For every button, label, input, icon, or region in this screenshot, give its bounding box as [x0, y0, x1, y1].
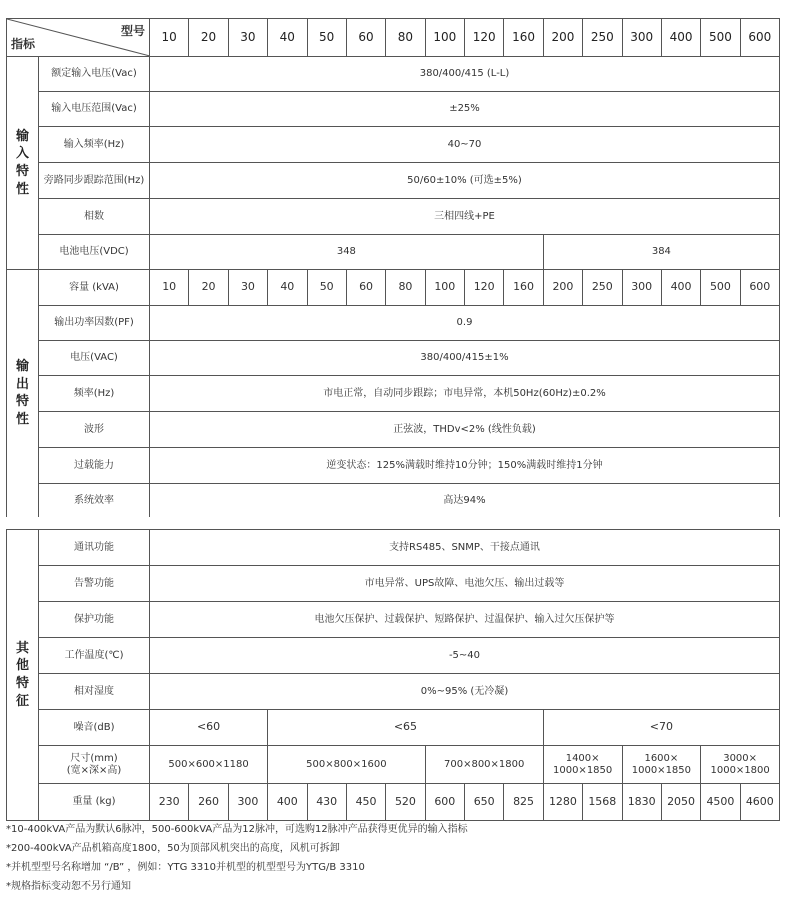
model-header: 30: [228, 19, 267, 57]
row-label: 波形: [39, 412, 150, 448]
model-header: 40: [268, 19, 307, 57]
model-header: 120: [465, 19, 504, 57]
weight-cell: 4600: [740, 784, 779, 821]
capacity-cell: 250: [583, 270, 622, 306]
weight-cell: 1830: [622, 784, 661, 821]
model-header: 250: [583, 19, 622, 57]
footnote: *并机型型号名称增加 “/B” ，例如：YTG 3310并机型的机型型号为YTG/B 3310: [6, 862, 365, 873]
weight-cell: 2050: [661, 784, 700, 821]
weight-cell: 825: [504, 784, 543, 821]
row-label: 噪音(dB): [39, 710, 150, 746]
weight-cell: 4500: [701, 784, 740, 821]
model-header: 60: [346, 19, 385, 57]
row-label: 相对湿度: [39, 674, 150, 710]
row-label: 容量 (kVA): [39, 270, 150, 306]
weight-cell: 1280: [543, 784, 582, 821]
capacity-cell: 500: [701, 270, 740, 306]
weight-cell: 520: [386, 784, 425, 821]
battery-value-high: 384: [543, 235, 779, 270]
model-header: 300: [622, 19, 661, 57]
capacity-cell: 10: [150, 270, 189, 306]
capacity-cell: 20: [189, 270, 228, 306]
row-label: 电压(VAC): [39, 341, 150, 376]
row-label: 输入频率(Hz): [39, 127, 150, 163]
capacity-cell: 40: [268, 270, 307, 306]
model-header: 20: [189, 19, 228, 57]
noise-value: <70: [543, 710, 779, 746]
row-value: 380/400/415 (L-L): [150, 57, 780, 92]
weight-cell: 300: [228, 784, 267, 821]
row-value: 50/60±10% (可选±5%): [150, 163, 780, 199]
capacity-cell: 30: [228, 270, 267, 306]
size-value: 1400× 1000×1850: [543, 746, 622, 784]
noise-value: <65: [268, 710, 544, 746]
row-value: 380/400/415±1%: [150, 341, 780, 376]
row-label: 通讯功能: [39, 530, 150, 566]
row-value: 市电异常、UPS故障、电池欠压、输出过载等: [150, 566, 780, 602]
noise-value: <60: [150, 710, 268, 746]
size-value: 3000× 1000×1800: [701, 746, 780, 784]
model-header: 80: [386, 19, 425, 57]
row-value: 0%~95% (无冷凝): [150, 674, 780, 710]
capacity-cell: 300: [622, 270, 661, 306]
model-header: 600: [740, 19, 779, 57]
row-label: 输出功率因数(PF): [39, 306, 150, 341]
weight-cell: 450: [346, 784, 385, 821]
row-value: 逆变状态：125%满载时维持10分钟；150%满载时维持1分钟: [150, 448, 780, 484]
row-value: 电池欠压保护、过载保护、短路保护、过温保护、输入过欠压保护等: [150, 602, 780, 638]
row-label: 输入电压范围(Vac): [39, 92, 150, 127]
model-label: 型号: [120, 24, 145, 38]
row-value: 正弦波，THDv<2% (线性负载): [150, 412, 780, 448]
capacity-cell: 600: [740, 270, 779, 306]
size-value: 500×800×1600: [268, 746, 426, 784]
row-value: 40~70: [150, 127, 780, 163]
category-input: 输 入 特 性: [7, 57, 39, 270]
capacity-cell: 50: [307, 270, 346, 306]
spec-table-top: [6, 18, 780, 517]
model-header: 100: [425, 19, 464, 57]
row-value: -5~40: [150, 638, 780, 674]
capacity-cell: 60: [346, 270, 385, 306]
header-row: [7, 19, 780, 57]
model-header: 200: [543, 19, 582, 57]
row-label: 重量 (kg): [39, 784, 150, 821]
row-value: 支持RS485、SNMP、干接点通讯: [150, 530, 780, 566]
row-label: 保护功能: [39, 602, 150, 638]
footnote: *规格指标变动恕不另行通知: [6, 881, 131, 892]
row-value: ±25%: [150, 92, 780, 127]
model-header: 10: [150, 19, 189, 57]
weight-cell: 1568: [583, 784, 622, 821]
category-other: 其 他 特 征: [7, 530, 39, 821]
row-label: 相数: [39, 199, 150, 235]
weight-cell: 260: [189, 784, 228, 821]
row-label: 旁路同步跟踪范围(Hz): [39, 163, 150, 199]
weight-cell: 650: [465, 784, 504, 821]
footnotes: [6, 820, 468, 896]
capacity-cell: 400: [661, 270, 700, 306]
model-header: 500: [701, 19, 740, 57]
row-value: 高达94%: [150, 484, 780, 517]
row-value: 0.9: [150, 306, 780, 341]
capacity-cell: 120: [465, 270, 504, 306]
model-header: 160: [504, 19, 543, 57]
row-label: 尺寸(mm) (宽×深×高): [39, 746, 150, 784]
spec-table-bottom: [6, 529, 780, 821]
row-label: 过载能力: [39, 448, 150, 484]
model-header: 50: [307, 19, 346, 57]
weight-cell: 230: [150, 784, 189, 821]
capacity-cell: 80: [386, 270, 425, 306]
row-label: 频率(Hz): [39, 376, 150, 412]
model-header: 400: [661, 19, 700, 57]
weight-cell: 600: [425, 784, 464, 821]
capacity-cell: 100: [425, 270, 464, 306]
row-label: 告警功能: [39, 566, 150, 602]
corner-header: [7, 19, 150, 57]
footnote: *200-400kVA产品机箱高度1800，50为顶部风机突出的高度，风机可拆卸: [6, 843, 340, 854]
battery-value-low: 348: [150, 235, 544, 270]
row-label: 系统效率: [39, 484, 150, 517]
capacity-cell: 200: [543, 270, 582, 306]
size-value: 1600× 1000×1850: [622, 746, 701, 784]
row-label: 额定输入电压(Vac): [39, 57, 150, 92]
category-output: 输 出 特 性: [7, 270, 39, 517]
row-label: 工作温度(℃): [39, 638, 150, 674]
weight-cell: 430: [307, 784, 346, 821]
capacity-cell: 160: [504, 270, 543, 306]
size-value: 500×600×1180: [150, 746, 268, 784]
weight-cell: 400: [268, 784, 307, 821]
footnote: *10-400kVA产品为默认6脉冲，500-600kVA产品为12脉冲，可选购12脉冲产品获得更优异的输入指标: [6, 824, 468, 835]
row-value: 三相四线+PE: [150, 199, 780, 235]
row-value: 市电正常，自动同步跟踪；市电异常，本机50Hz(60Hz)±0.2%: [150, 376, 780, 412]
row-label: 电池电压(VDC): [39, 235, 150, 270]
size-value: 700×800×1800: [425, 746, 543, 784]
spec-label: 指标: [11, 37, 36, 52]
